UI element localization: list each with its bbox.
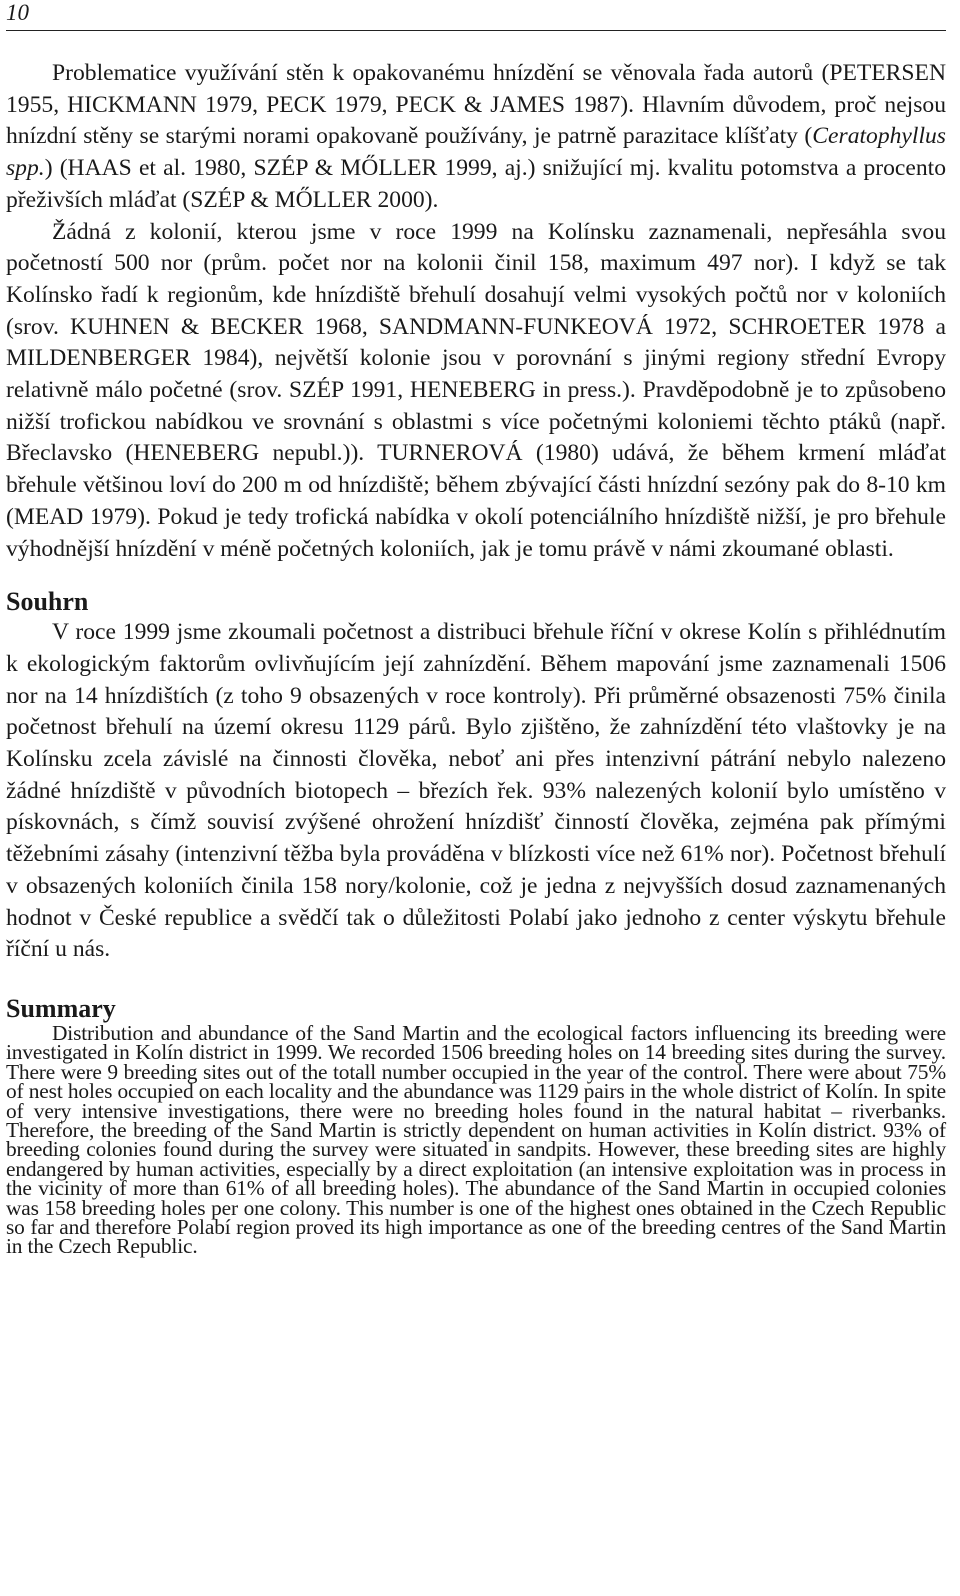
- document-body: [6, 58, 946, 1257]
- intro-paragraph-1: [6, 58, 946, 217]
- souhrn-heading: Souhrn: [6, 587, 89, 617]
- intro-paragraph-2: Žádná z kolonií, kterou jsme v roce 1999 na Kolínsku zaznamenali, nepřesáhla svou početností 500 nor (prům. počet nor na kolonii činil 158, maximum 497 nor). I když se tak Kolínsko řadí k regionům, kde hnízdiště břehulí dosahují velmi vysokých počtů nor v koloniích (srov. KUHNEN & BECKER 1968, SANDMANN-FUNKEOVÁ 1972, SCHROETER 1978 a MILDENBERGER 1984), největší kolonie jsou v porovnání s jinými regiony střední Evropy relativně málo početné (srov. SZÉP 1991, HENEBERG in press.). Pravděpodobně je to způsobeno nižší trofickou nabídkou ve srovnání s oblastmi s více početnými koloniemi těchto ptáků (např. Břeclavsko (HENEBERG nepubl.)). TURNEROVÁ (1980) udává, že během krmení mláďat břehule většinou loví do 200 m od hnízdiště; během zbývající části hnízdní sezóny pak do 8-10 km (MEAD 1979). Pokud je tedy trofická nabídka v okolí potenciálního hnízdiště nižší, je pro břehule výhodnější hnízdění v méně početných koloniích, jak je tomu právě v námi zkoumané oblasti.: [6, 218, 946, 562]
- intro-section: [6, 58, 946, 565]
- page-number: 10: [6, 0, 29, 25]
- summary-paragraph: Distribution and abundance of the Sand Martin and the ecological factors influencing its breeding were investigated in Kolín district in 1999. We recorded 1506 breeding holes on 14 breeding sites during the survey. There were 9 breeding sites out of the totall number occupied in the year of the control. There were about 75% of nest holes occupied on each locality and the abundance was 1129 pairs in the whole district of Kolín. In spite of very intensive investigations, there were no breeding holes found in the natural habitat – riverbanks. Therefore, the breeding of the Sand Martin is strictly dependent on human activities in Kolín district. 93% of breeding colonies found during the survey were situated in sandpits. However, these breeding sites are highly endangered by human activities, especially by a direct exploitation (an intensive exploitation was in process in the vicinity of more than 61% of all breeding holes). The abundance of the Sand Martin in occupied colonies was 158 breeding holes per one colony. This number is one of the highest ones obtained in the Czech Republic so far and therefore Polabí region proved its high importance as one of the breeding centres of the Sand Martin in the Czech Republic.: [6, 1020, 946, 1259]
- souhrn-section: [6, 587, 946, 966]
- page-header: [6, 0, 946, 31]
- souhrn-paragraph: V roce 1999 jsme zkoumali početnost a distribuci břehule říční v okrese Kolín s přihlédnutím k ekologickým faktorům ovlivňujícím její zahnízdění. Během mapování jsme zaznamenali 1506 nor na 14 hnízdištích (z toho 9 obsazených v roce kontroly). Při průměrné obsazenosti 75% činila početnost břehulí na území okresu 1129 párů. Bylo zjištěno, že zahnízdění této vlaštovky je na Kolínsku zcela závislé na činnosti člověka, neboť ani přes intenzivní pátrání nebylo nalezeno žádné hnízdiště v původních biotopech – březích řek. 93% nalezených kolonií bylo umístěno v pískovnách, s čímž souvisí zvýšené ohrožení hnízdišť činností člověka, zejména pak přímými těžebními zásahy (intenzivní těžba byla prováděna v blízkosti více než 61% nor). Početnost břehulí v obsazených koloniích činila 158 nory/kolonie, což je jedna z nejvyšších dosud zaznamenaných hodnot v České republice a svědčí tak o důležitosti Polabí jako jednoho z center výskytu břehule říční u nás.: [6, 619, 946, 963]
- intro-text-a: Problematice využívání stěn k opakovanému hnízdění se věnovala řada autorů (PETERSEN 1955, HICKMANN 1979, PECK 1979, PECK & JAMES 1987). Hlavním důvodem, proč nejsou hnízdní stěny se starými norami opakovaně používány, je patrně parazitace klíšťaty (: [6, 60, 946, 150]
- summary-heading: Summary: [6, 993, 116, 1023]
- species-name: Ceratophyllus spp.: [6, 123, 946, 182]
- intro-text-b: ) (HAAS et al. 1980, SZÉP & MŐLLER 1999, aj.) snižující mj. kvalitu potomstva a procento přeživších mláďat (SZÉP & MŐLLER 2000).: [6, 155, 946, 213]
- summary-section: [6, 994, 946, 1257]
